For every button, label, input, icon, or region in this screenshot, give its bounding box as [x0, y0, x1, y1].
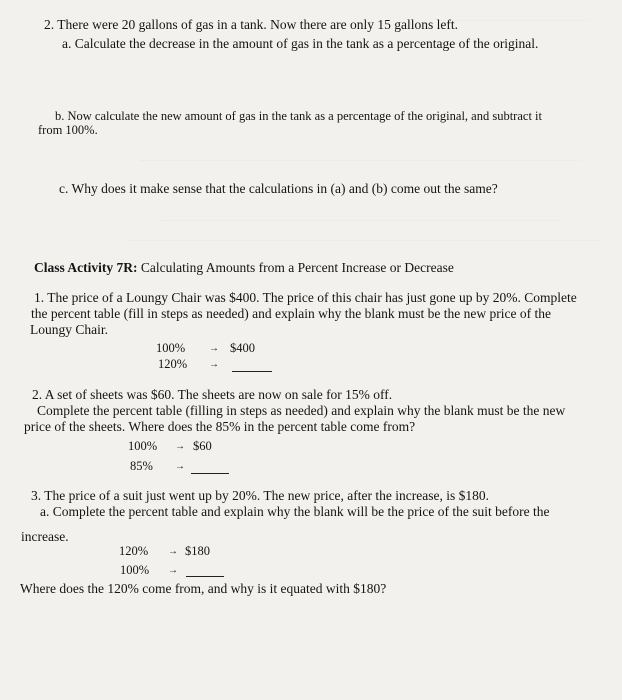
q3-table-row2-blank: [186, 576, 224, 577]
bleed-through-4: [130, 232, 600, 241]
activity-heading: [34, 261, 454, 275]
q1-table-row2-percent: 120%: [158, 357, 188, 371]
q1-line3: Loungy Chair.: [30, 322, 108, 337]
problem-2-part-c: c. Why does it make sense that the calculations in (a) and (b) come out the same?: [59, 181, 498, 196]
problem-2-part-b-line2: from 100%.: [38, 123, 98, 137]
q3-line2: a. Complete the percent table and explain why the blank will be the price of the suit before the: [40, 504, 550, 519]
q1-table-row2-blank: [232, 371, 272, 372]
q1-line1: 1. The price of a Loungy Chair was $400. The price of this chair has just gone up by 20%. Complete: [34, 290, 577, 305]
q1-table-row1-value: $400: [230, 341, 255, 355]
q2-line1: 2. A set of sheets was $60. The sheets are now on sale for 15% off.: [32, 387, 393, 402]
bleed-through-3: [160, 212, 560, 221]
activity-title-bold: Class Activity 7R:: [34, 260, 138, 275]
q2-table-row2-percent: 85%: [130, 459, 153, 473]
q1-table-row1-arrow: →: [209, 343, 219, 354]
q3-table-row2-arrow: →: [168, 565, 178, 576]
q2-line3: price of the sheets. Where does the 85% in the percent table come from?: [24, 419, 416, 434]
q2-line2: Complete the percent table (filling in steps as needed) and explain why the blank must be the new: [37, 403, 566, 418]
problem-2-stem: 2. There were 20 gallons of gas in a tank. Now there are only 15 gallons left.: [44, 17, 459, 32]
q1-table-row1-percent: 100%: [156, 341, 186, 355]
q3-line3: increase.: [21, 529, 69, 544]
q2-table-row1-arrow: →: [175, 441, 185, 452]
q2-table-row2-blank: [191, 473, 229, 474]
q1-table-row2-arrow: →: [209, 359, 219, 370]
q3-followup: Where does the 120% come from, and why is it equated with $180?: [20, 581, 387, 596]
q3-table-row1-percent: 120%: [119, 544, 149, 558]
bleed-through-1: [440, 10, 590, 21]
q2-table-row2-arrow: →: [175, 461, 185, 472]
problem-2-part-a: a. Calculate the decrease in the amount of gas in the tank as a percentage of the original.: [62, 36, 539, 51]
q3-line1: 3. The price of a suit just went up by 20%. The new price, after the increase, is $180.: [31, 488, 489, 503]
q3-table-row1-arrow: →: [168, 546, 178, 557]
activity-title-rest: Calculating Amounts from a Percent Increase or Decrease: [140, 260, 454, 275]
q2-table-row1-value: $60: [193, 439, 212, 453]
bleed-through-2: [140, 152, 580, 161]
q1-line2: the percent table (fill in steps as needed) and explain why the blank must be the new price of the: [31, 306, 551, 321]
q3-table-row2-percent: 100%: [120, 563, 150, 577]
problem-2-part-b-line1: b. Now calculate the new amount of gas in the tank as a percentage of the original, and subtract it: [55, 109, 542, 123]
q2-table-row1-percent: 100%: [128, 439, 158, 453]
q3-table-row1-value: $180: [185, 544, 210, 558]
